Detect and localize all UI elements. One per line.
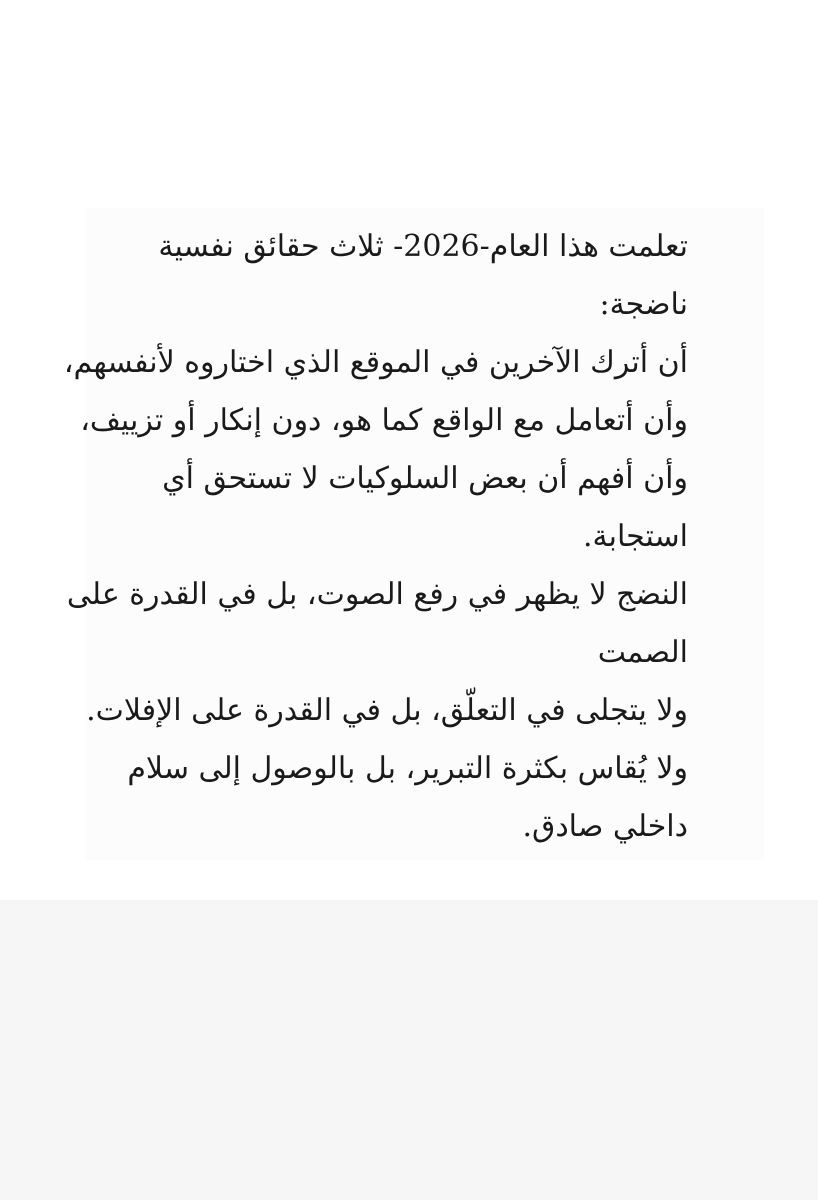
text-line: وأن أتعامل مع الواقع كما هو، دون إنكار أو تزييف، [80,403,688,438]
text-line: أن أترك الآخرين في الموقع الذي اختاروه لأنفسهم، [63,345,688,380]
quote-text [63,218,688,856]
text-line: داخلي صادق. [522,809,688,844]
text-line: ناضجة: [599,287,688,322]
text-line: ولا يُقاس بكثرة التبرير، بل بالوصول إلى سلام [127,751,688,786]
text-line: وأن أفهم أن بعض السلوكيات لا تستحق أي [162,461,688,496]
text-line: النضج لا يظهر في رفع الصوت، بل في القدرة على [66,577,688,612]
title-line: تعلمت هذا العام-2026- ثلاث حقائق نفسية [158,229,688,264]
text-line: ولا يتجلى في التعلّق، بل في القدرة على الإفلات. [86,693,688,728]
page-bottom-background [0,900,818,1200]
text-line: الصمت [597,635,688,670]
text-line: استجابة. [583,519,688,554]
